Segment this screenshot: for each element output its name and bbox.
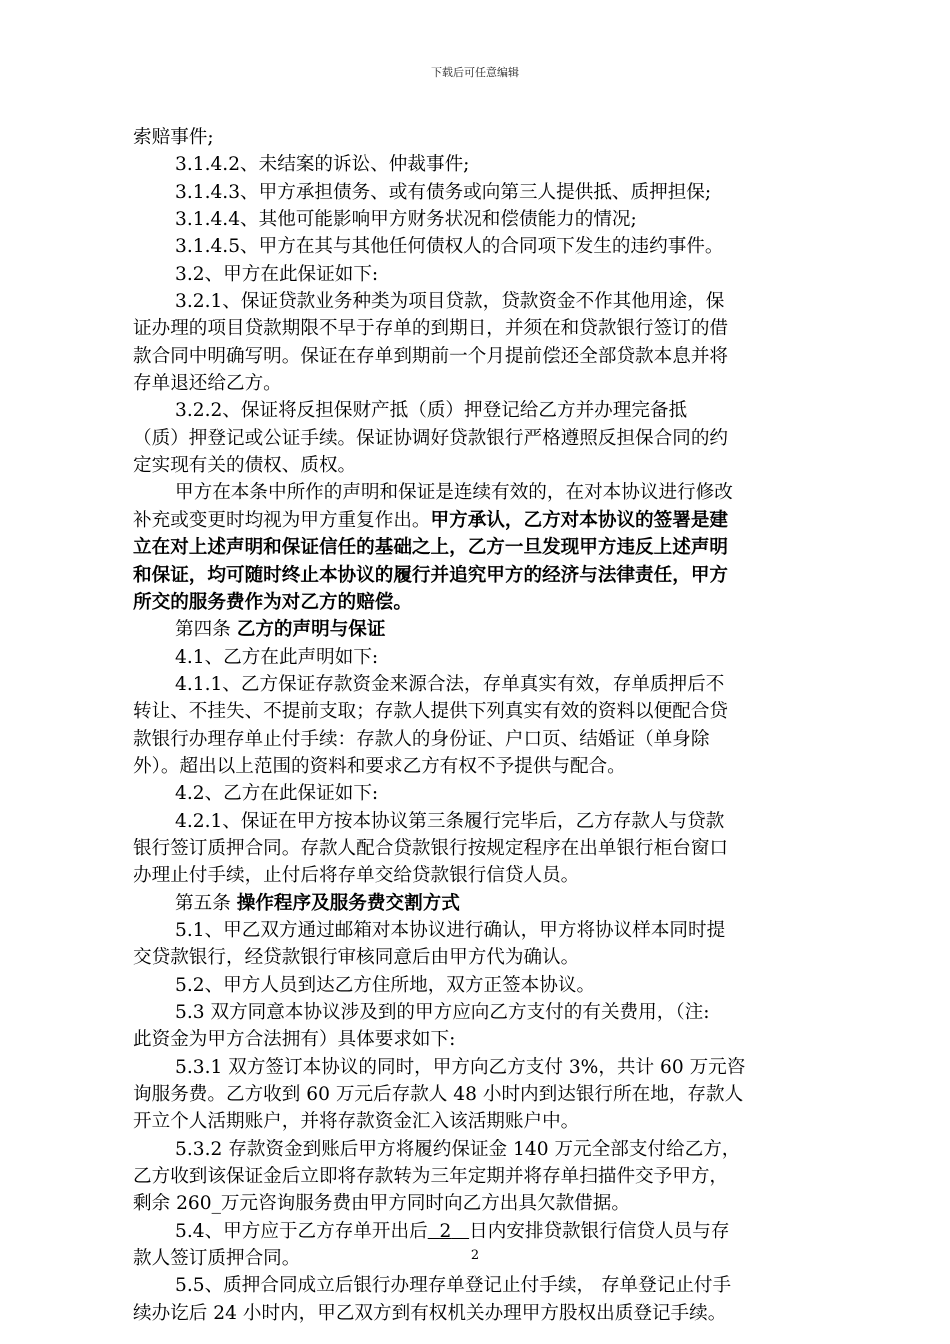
declaration-text: 补充或变更时均视为甲方重复作出。	[133, 509, 431, 531]
clause-3-1-4-3: 3.1.4.3、甲方承担债务、或有债务或向第三人提供抵、质押担保;	[175, 181, 712, 203]
text-line: 交贷款银行，经贷款银行审核同意后由甲方代为确认。	[133, 947, 580, 969]
text-line: 定实现有关的债权、质权。	[133, 455, 357, 477]
text-line: 续办讫后 24 小时内，甲乙双方到有权机关办理甲方股权出质登记手续。	[133, 1302, 727, 1324]
text-line	[133, 507, 843, 534]
text-line: 剩余 260_万元咨询服务费由甲方同时向乙方出具欠款借据。	[133, 1193, 630, 1215]
article-title: 操作程序及服务费交割方式	[236, 892, 460, 914]
clause-5-3-1: 5.3.1 双方签订本协议的同时，甲方向乙方支付 3%，共计 60 万元咨	[175, 1056, 746, 1078]
clause-5-1: 5.1、甲乙双方通过邮箱对本协议进行确认，甲方将协议样本同时提	[175, 919, 726, 941]
text-line: 转让、不挂失、不提前支取；存款人提供下列真实有效的资料以便配合贷	[133, 701, 729, 723]
text-line: 询服务费。乙方收到 60 万元后存款人 48 小时内到达银行所在地，存款人	[133, 1084, 744, 1106]
clause-5-5: 5.5、质押合同成立后银行办理存单登记止付手续， 存单登记止付手	[175, 1275, 732, 1297]
clause-5-3: 5.3 双方同意本协议涉及到的甲方应向乙方支付的有关费用，（注:	[175, 1002, 710, 1023]
article-number: 第五条	[175, 892, 231, 914]
text-line: 此资金为甲方合法拥有）具体要求如下:	[133, 1029, 456, 1051]
clause-4-2: 4.2、乙方在此保证如下:	[175, 783, 379, 805]
clause-3-1-4-4: 3.1.4.4、其他可能影响甲方财务状况和偿债能力的情况;	[175, 209, 637, 231]
text-line: 乙方收到该保证金后立即将存款转为三年定期并将存单扫描件交予甲方，	[133, 1166, 729, 1188]
document-body	[133, 124, 843, 1327]
bold-text-line: 和保证，均可随时终止本协议的履行并追究甲方的经济与法律责任，甲方	[133, 564, 729, 586]
article-number: 第四条	[175, 619, 231, 641]
text-line: 款人签订质押合同。	[133, 1248, 301, 1270]
clause-text: 5.4、甲方应于乙方存单开出后	[175, 1220, 428, 1242]
clause-5-2: 5.2、甲方人员到达乙方住所地，双方正签本协议。	[175, 974, 596, 996]
filled-blank: 2	[439, 1220, 452, 1242]
declaration-paragraph: 甲方在本条中所作的声明和保证是连续有效的，在对本协议进行修改	[175, 482, 733, 504]
page-header: 下载后可任意编辑	[431, 66, 519, 79]
page-number: 2	[470, 1248, 480, 1263]
article-title: 乙方的声明与保证	[236, 619, 386, 641]
text-line: 办理止付手续，止付后将存单交给贷款银行信贷人员。	[133, 865, 580, 887]
bold-text-line: 所交的服务费作为对乙方的赔偿。	[133, 591, 412, 613]
article-5-heading	[133, 890, 843, 917]
clause-text: 日内安排贷款银行信贷人员与存	[469, 1220, 730, 1242]
clause-3-2: 3.2、甲方在此保证如下:	[175, 263, 379, 285]
bold-acknowledgement: 甲方承认，乙方对本协议的签署是建	[430, 509, 729, 531]
clause-3-2-2: 3.2.2、保证将反担保财产抵（质）押登记给乙方并办理完备抵	[175, 400, 688, 422]
text-line: 存单退还给乙方。	[133, 373, 282, 395]
text-line: 开立个人活期账户，并将存款资金汇入该活期账户中。	[133, 1111, 580, 1133]
clause-5-4	[133, 1218, 843, 1245]
clause-4-2-1: 4.2.1、保证在甲方按本协议第三条履行完毕后，乙方存款人与贷款	[175, 810, 725, 832]
clause-5-3-2: 5.3.2 存款资金到账后甲方将履约保证金 140 万元全部支付给乙方，	[175, 1138, 741, 1160]
clause-3-1-4-5: 3.1.4.5、甲方在其与其他任何债权人的合同项下发生的违约事件。	[175, 236, 724, 258]
text-line: 银行签订质押合同。存款人配合贷款银行按规定程序在出单银行柜台窗口	[133, 837, 729, 859]
article-4-heading	[133, 616, 843, 643]
text-line: 证办理的项目贷款期限不早于存单的到期日，并须在和贷款银行签订的借	[133, 318, 729, 340]
clause-3-1-4-2: 3.1.4.2、未结案的诉讼、仲裁事件;	[175, 154, 470, 176]
text-line: 款银行办理存单止付手续：存款人的身份证、户口页、结婚证（单身除	[133, 728, 710, 750]
bold-text-line: 立在对上述声明和保证信任的基础之上，乙方一旦发现甲方违反上述声明	[133, 537, 729, 559]
clause-4-1: 4.1、乙方在此声明如下:	[175, 646, 379, 668]
clause-3-2-1: 3.2.1、保证贷款业务种类为项目贷款，贷款资金不作其他用途，保	[175, 291, 725, 313]
text-line: 外）。超出以上范围的资料和要求乙方有权不予提供与配合。	[133, 755, 626, 777]
text-line: （质）押登记或公证手续。保证协调好贷款银行严格遵照反担保合同的约	[133, 427, 729, 449]
clause-4-1-1: 4.1.1、乙方保证存款资金来源合法，存单真实有效，存单质押后不	[175, 673, 725, 695]
text-line: 款合同中明确写明。保证在存单到期前一个月提前偿还全部贷款本息并将	[133, 345, 729, 367]
text-line: 索赔事件;	[133, 127, 214, 148]
